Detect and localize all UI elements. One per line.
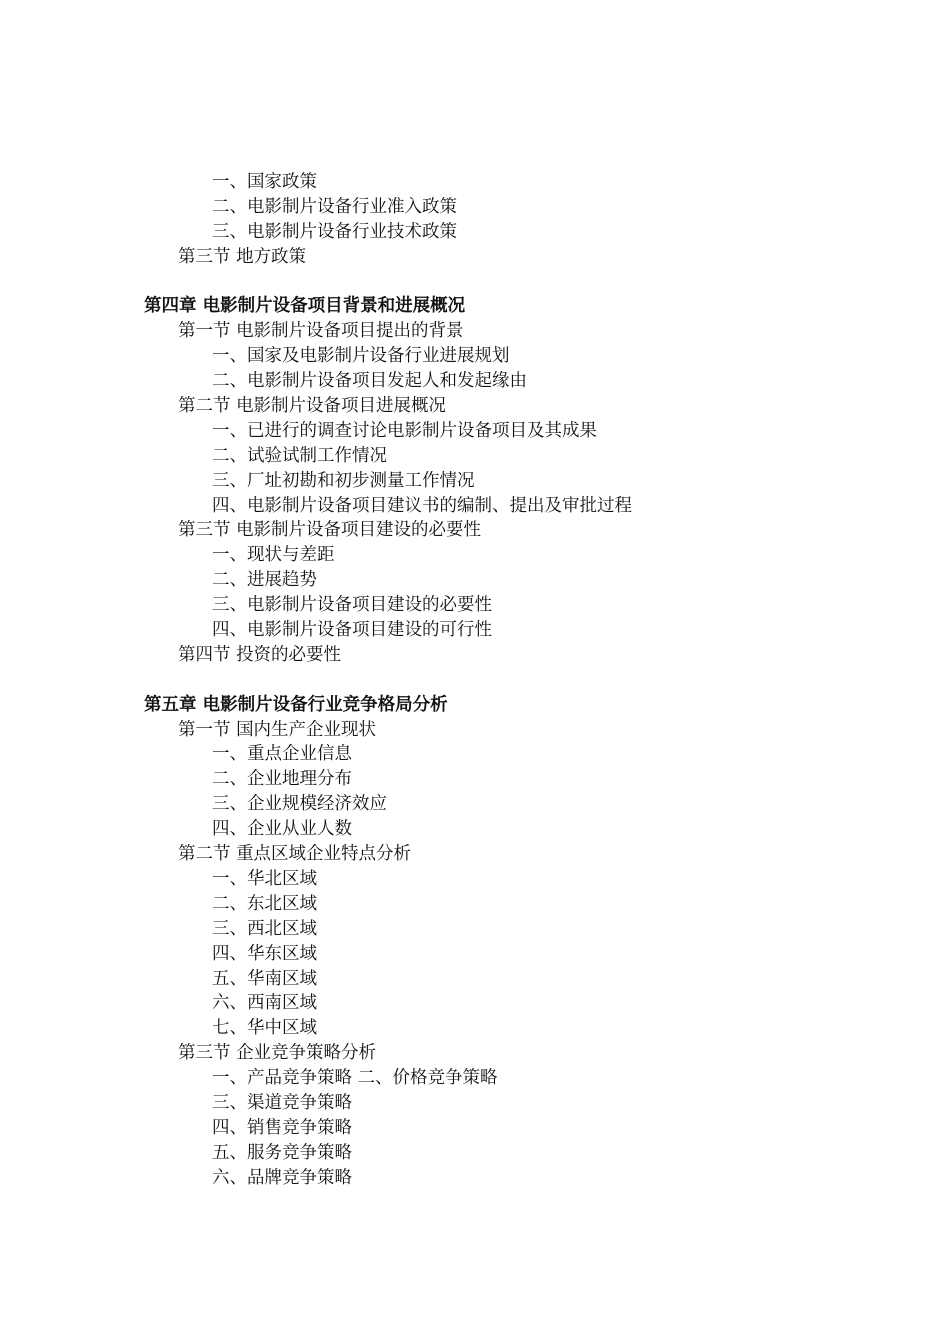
outline-item: 五、服务竞争策略 (212, 1142, 352, 1163)
outline-item: 一、已进行的调查讨论电影制片设备项目及其成果 (212, 420, 597, 441)
outline-item: 四、企业从业人数 (212, 819, 352, 840)
chapter-heading: 第四章 电影制片设备项目背景和进展概况 (144, 296, 466, 317)
outline-item: 二、企业地理分布 (212, 769, 352, 790)
chapter-heading: 第五章 电影制片设备行业竞争格局分析 (144, 694, 448, 715)
section-heading: 第一节 国内生产企业现状 (178, 719, 377, 740)
outline-item: 二、电影制片设备项目发起人和发起缘由 (212, 371, 527, 392)
section-heading: 第三节 电影制片设备项目建设的必要性 (178, 520, 482, 541)
outline-item: 六、西南区域 (212, 993, 317, 1014)
outline-item: 三、电影制片设备行业技术政策 (212, 221, 457, 242)
outline-item: 二、试验试制工作情况 (212, 445, 387, 466)
outline-item: 一、重点企业信息 (212, 744, 352, 765)
outline-item: 四、电影制片设备项目建议书的编制、提出及审批过程 (212, 495, 632, 516)
outline-item: 一、国家政策 (212, 172, 317, 192)
outline-item: 六、品牌竞争策略 (212, 1167, 352, 1188)
outline-item: 四、销售竞争策略 (212, 1117, 352, 1138)
outline-item: 二、电影制片设备行业准入政策 (212, 196, 457, 217)
section-heading: 第四节 投资的必要性 (178, 644, 342, 665)
document-page (0, 170, 950, 1191)
spacer (0, 668, 950, 693)
outline-item: 四、电影制片设备项目建设的可行性 (212, 620, 492, 641)
outline-item: 三、企业规模经济效应 (212, 794, 387, 815)
spacer (0, 270, 950, 295)
section-heading: 第二节 重点区域企业特点分析 (178, 844, 412, 865)
outline-item: 三、厂址初勘和初步测量工作情况 (212, 470, 475, 491)
section-heading: 第一节 电影制片设备项目提出的背景 (178, 321, 464, 342)
section-heading: 第三节 地方政策 (178, 246, 307, 267)
outline-item: 二、东北区域 (212, 893, 317, 914)
outline-item: 七、华中区域 (212, 1018, 317, 1039)
outline-item: 一、现状与差距 (212, 545, 335, 566)
outline-item: 五、华南区域 (212, 968, 317, 989)
outline-item: 一、华北区域 (212, 868, 317, 889)
outline-item: 三、渠道竞争策略 (212, 1092, 352, 1113)
outline-item: 二、进展趋势 (212, 570, 317, 591)
outline-item: 三、西北区域 (212, 918, 317, 939)
section-heading: 第二节 电影制片设备项目进展概况 (178, 396, 447, 417)
outline-item: 一、国家及电影制片设备行业进展规划 (212, 346, 510, 367)
outline-item: 四、华东区域 (212, 943, 317, 964)
outline-item: 三、电影制片设备项目建设的必要性 (212, 595, 492, 616)
outline-item: 一、产品竞争策略 二、价格竞争策略 (212, 1068, 498, 1089)
section-heading: 第三节 企业竞争策略分析 (178, 1043, 377, 1064)
